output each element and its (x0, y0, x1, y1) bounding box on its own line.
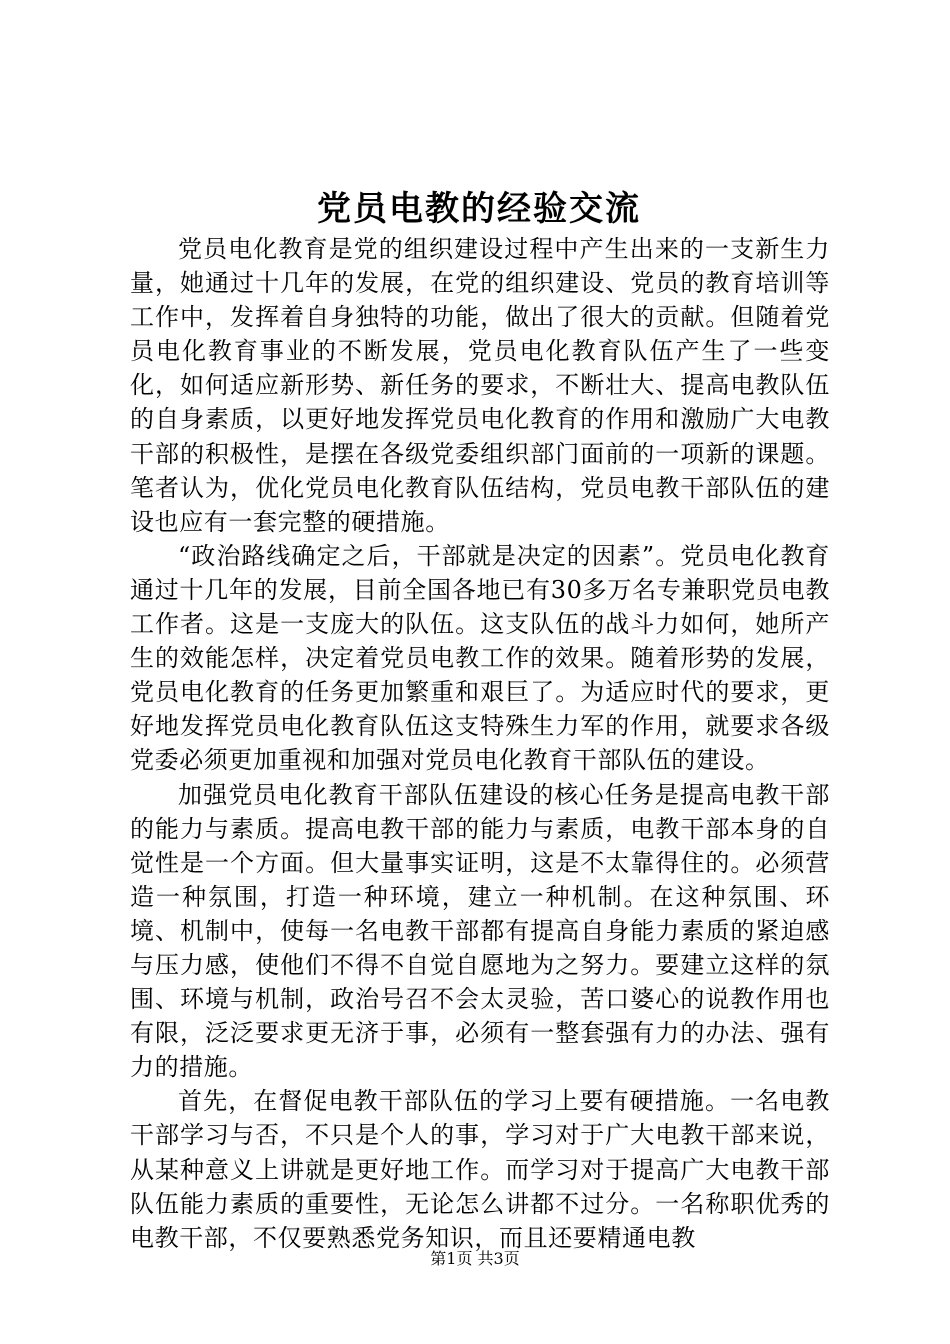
document-title: 党员电教的经验交流 (317, 189, 641, 229)
page-total: 共3页 (477, 1249, 520, 1268)
page-footer (0, 1248, 950, 1270)
page-number: 第1页 (430, 1249, 473, 1268)
paragraph-4: 首先，在督促电教干部队伍的学习上要有硬措施。一名电教干部学习与否，不只是个人的事，学习对于广大电教干部来说，从某种意义上讲就是更好地工作。而学习对于提高广大电教干部队伍能力素质的重要性，无论怎么讲都不过分。一名称职优秀的电教干部，不仅要熟悉党务知识，而且还要精通电教 (130, 1087, 830, 1252)
document-body (130, 232, 830, 1255)
paragraph-2: “政治路线确定之后，干部就是决定的因素”。党员电化教育通过十几年的发展，目前全国各地已有30多万名专兼职党员电教工作者。这是一支庞大的队伍。这支队伍的战斗力如何，她所产生的效能怎样，决定着党员电教工作的效果。随着形势的发展，党员电化教育的任务更加繁重和艰巨了。为适应时代的要求，更好地发挥党员电化教育队伍这支特殊生力军的作用，就要求各级党委必须更加重视和加强对党员电化教育干部队伍的建设。 (130, 541, 830, 775)
paragraph-3: 加强党员电化教育干部队伍建设的核心任务是提高电教干部的能力与素质。提高电教干部的能力与素质，电教干部本身的自觉性是一个方面。但大量事实证明，这是不太靠得住的。必须营造一种氛围，打造一种环境，建立一种机制。在这种氛围、环境、机制中，使每一名电教干部都有提高自身能力素质的紧迫感与压力感，使他们不得不自觉自愿地为之努力。要建立这样的氛围、环境与机制，政治号召不会太灵验，苦口婆心的说教作用也有限，泛泛要求更无济于事，必须有一整套强有力的办法、强有力的措施。 (130, 780, 830, 1082)
paragraph-1: 党员电化教育是党的组织建设过程中产生出来的一支新生力量，她通过十几年的发展，在党的组织建设、党员的教育培训等工作中，发挥着自身独特的功能，做出了很大的贡献。但随着党员电化教育事业的不断发展，党员电化教育队伍产生了一些变化，如何适应新形势、新任务的要求，不断壮大、提高电教队伍的自身素质，以更好地发挥党员电化教育的作用和激励广大电教干部的积极性，是摆在各级党委组织部门面前的一项新的课题。笔者认为，优化党员电化教育队伍结构，党员电教干部队伍的建设也应有一套完整的硬措施。 (130, 235, 830, 536)
